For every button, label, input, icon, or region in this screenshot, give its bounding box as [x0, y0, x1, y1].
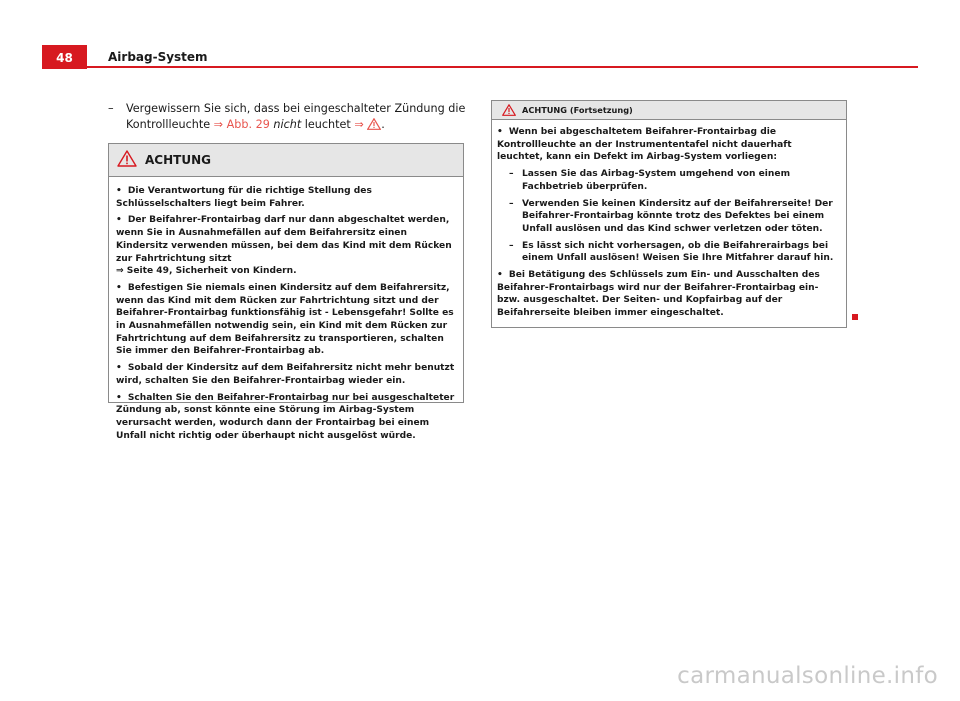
list-item-text: Schalten Sie den Beifahrer-Frontairbag nur bei ausgeschalteter Zündung ab, sonst könnte eine Störung im Airbag-System verursacht werden, wodurch dann der Frontairbag bei einem Unfall nicht richtig oder überhaupt nicht ausgelöst würde.	[116, 392, 455, 441]
section-end-marker	[852, 314, 858, 320]
list-item-text: Bei Betätigung des Schlüssels zum Ein- und Ausschalten des Beifahrer-Frontairbags wird nur der Beifahrer-Frontairbag ein- bzw. ausgeschaltet. Der Seiten- und Kopfairbag auf der Beifahrerseite bleiben immer eingeschaltet.	[497, 270, 820, 319]
warning-box-body	[109, 177, 463, 442]
sub-list-item-text: Es lässt sich nicht vorhersagen, ob die Beifahrerairbags bei einem Unfall auslösen! Weisen Sie Ihre Mitfahrer darauf hin.	[522, 240, 834, 264]
bullet: •	[116, 186, 122, 196]
list-item	[497, 269, 840, 320]
warning-box-continued	[491, 100, 847, 328]
warning-box-title: ACHTUNG	[145, 153, 211, 167]
page-reference-link[interactable]: ⇒ Seite 49, Sicherheit von Kindern.	[116, 266, 297, 277]
dash: –	[509, 240, 514, 251]
bullet: •	[497, 127, 503, 137]
warning-box	[108, 143, 464, 441]
bullet: •	[116, 215, 122, 226]
intro-text-after: leuchtet	[304, 118, 351, 131]
figure-link[interactable]: ⇒ Abb. 29	[213, 118, 270, 131]
intro-end: .	[381, 118, 385, 131]
page-number: 48	[42, 45, 87, 69]
warning-box-body	[492, 120, 846, 320]
sub-list-item	[497, 240, 840, 265]
warning-link-arrow[interactable]: ⇒	[354, 118, 364, 131]
warning-box-title: ACHTUNG (Fortsetzung)	[522, 105, 633, 115]
warning-box-header	[492, 101, 846, 120]
bullet: •	[116, 282, 122, 293]
intro-dash: –	[108, 102, 114, 115]
warning-triangle-icon	[502, 101, 516, 120]
warning-triangle-icon[interactable]	[367, 118, 381, 135]
list-item	[497, 126, 840, 164]
list-item-text: Wenn bei abgeschaltetem Beifahrer-Frontairbag die Kontrollleuchte an der Instrumententafel nicht dauerhaft leuchtet, kann ein Defekt im Airbag-System vorliegen:	[497, 127, 792, 163]
warning-box-header	[109, 144, 463, 177]
list-item-text: Die Verantwortung für die richtige Stellung des Schlüsselschalters liegt beim Fahrer.	[116, 186, 372, 209]
sub-list-item-text: Verwenden Sie keinen Kindersitz auf der Beifahrerseite! Der Beifahrer-Frontairbag könnte trotz des Defektes bei einem Unfall auslösen und das Kind schwer verletzen oder töten.	[522, 198, 833, 234]
sub-list-item	[497, 198, 840, 236]
sub-list-item	[497, 168, 840, 193]
intro-text-before: Vergewissern Sie sich, dass bei eingeschalteter Zündung die Kontrollleuchte	[126, 102, 466, 131]
list-item	[116, 282, 457, 358]
intro-emphasis: nicht	[273, 118, 302, 131]
list-item-text: Sobald der Kindersitz auf dem Beifahrersitz nicht mehr benutzt wird, schalten Sie den Beifahrer-Frontairbag wieder ein.	[116, 363, 455, 386]
intro-text	[108, 101, 468, 135]
dash: –	[509, 198, 514, 209]
list-item	[116, 185, 457, 210]
list-item	[116, 362, 457, 387]
dash: –	[509, 169, 514, 180]
list-item-text: Befestigen Sie niemals einen Kindersitz auf dem Beifahrersitz, wenn das Kind mit dem Rücken zur Fahrtrichtung sitzt und der Beifahrer-Frontairbag funktionsfähig ist - Lebensgefahr! Sollte es in Ausnahmefällen notwendig sein, ein Kind mit dem Rücken zur Fahrtrichtung auf dem Beifahrersitz zu transportieren, schalten Sie immer den Beifahrer-Frontairbag ab.	[116, 282, 454, 357]
watermark: carmanualsonline.info	[677, 663, 938, 689]
sub-list-item-text: Lassen Sie das Airbag-System umgehend von einem Fachbetrieb überprüfen.	[522, 169, 791, 192]
header-rule	[87, 66, 918, 68]
list-item	[116, 214, 457, 278]
bullet: •	[116, 392, 122, 403]
bullet: •	[497, 270, 503, 281]
list-item-text: Der Beifahrer-Frontairbag darf nur dann abgeschaltet werden, wenn Sie in Ausnahmefällen auf dem Beifahrersitz einen Kindersitz verwenden müssen, bei dem das Kind mit dem Rücken zur Fahrtrichtung sitzt	[116, 215, 452, 264]
warning-triangle-icon	[117, 150, 137, 171]
chapter-title: Airbag-System	[108, 50, 208, 64]
intro-instruction	[108, 101, 468, 135]
bullet: •	[116, 363, 122, 374]
list-item	[116, 392, 457, 443]
